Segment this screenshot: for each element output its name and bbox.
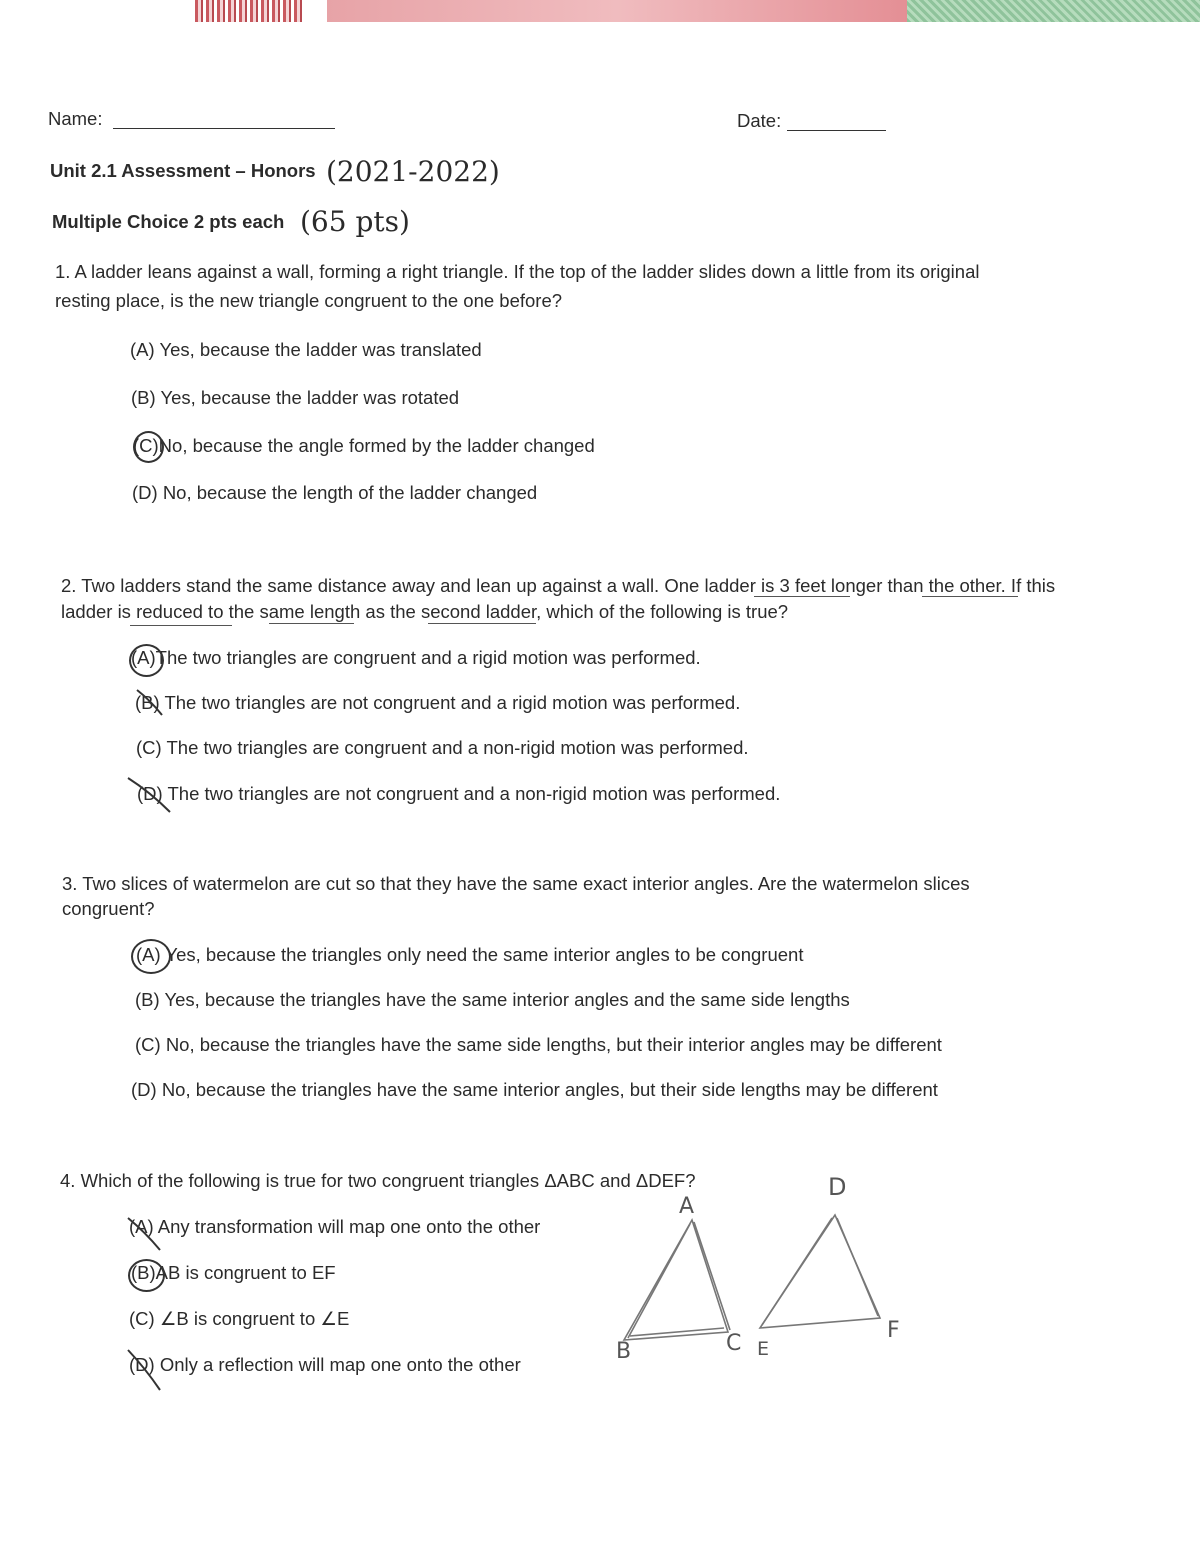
handwritten-year: (2021-2022) (326, 155, 500, 188)
label-c: C (726, 1331, 742, 1356)
q4-choice-c[interactable]: (C) ∠B is congruent to ∠E (129, 1308, 350, 1329)
q3-choice-c[interactable]: (C) No, because the triangles have the same side lengths, but their interior angles may be different (135, 1034, 942, 1055)
triangle-def (760, 1215, 880, 1328)
q4-choice-b[interactable]: (B)AB is congruent to EF (131, 1262, 336, 1283)
label-f: F (887, 1318, 900, 1343)
q2-choice-d[interactable]: (D) The two triangles are not congruent and a non-rigid motion was performed. (137, 783, 781, 804)
q2-choice-c[interactable]: (C) The two triangles are congruent and a non-rigid motion was performed. (136, 737, 749, 758)
question-4-text: 4. Which of the following is true for two congruent triangles ΔABC and ΔDEF? (60, 1170, 696, 1191)
question-1-text-cont: resting place, is the new triangle congruent to the one before? (55, 290, 563, 311)
question-1-text: 1. A ladder leans against a wall, forming a right triangle. If the top of the ladder slides down a little from its original (55, 261, 980, 282)
q1-choice-a[interactable]: (A) Yes, because the ladder was translated (130, 339, 482, 360)
date-label: Date: (737, 110, 782, 131)
q3-choice-a[interactable]: (A) Yes, because the triangles only need the same interior angles to be congruent (136, 944, 804, 965)
q2-choice-b[interactable]: (B) The two triangles are not congruent and a rigid motion was performed. (135, 692, 741, 713)
label-b: B (616, 1339, 632, 1364)
question-2-text: 2. Two ladders stand the same distance away and lean up against a wall. One ladder is 3 feet longer than the other. If this (61, 575, 1056, 596)
page-title: Unit 2.1 Assessment – Honors (50, 160, 316, 181)
label-d: D (828, 1173, 847, 1201)
triangle-abc (624, 1220, 730, 1340)
name-label: Name: (48, 108, 103, 129)
q3-choice-b[interactable]: (B) Yes, because the triangles have the same interior angles and the same side lengths (135, 989, 850, 1010)
q1-choice-c[interactable]: (C)No, because the angle formed by the ladder changed (133, 435, 595, 456)
q4-choice-d[interactable]: (D) Only a reflection will map one onto the other (129, 1354, 521, 1375)
handwritten-points: (65 pts) (300, 205, 410, 238)
label-a: A (679, 1194, 695, 1219)
q1-choice-d[interactable]: (D) No, because the length of the ladder changed (132, 482, 538, 503)
q3-choice-d[interactable]: (D) No, because the triangles have the same interior angles, but their side lengths may be different (131, 1079, 938, 1100)
label-e: E (757, 1338, 770, 1360)
q2-choice-a[interactable]: (A)The two triangles are congruent and a rigid motion was performed. (131, 647, 701, 668)
q1-choice-b[interactable]: (B) Yes, because the ladder was rotated (131, 387, 460, 408)
section-heading: Multiple Choice 2 pts each (52, 211, 285, 232)
q4-choice-a[interactable]: (A) Any transformation will map one onto the other (129, 1216, 541, 1237)
question-3-text-cont: congruent? (62, 898, 155, 919)
question-2-text-cont: ladder is reduced to the same length as the second ladder, which of the following is true? (61, 601, 789, 622)
question-3-text: 3. Two slices of watermelon are cut so that they have the same exact interior angles. Are the watermelon slices (62, 873, 970, 894)
